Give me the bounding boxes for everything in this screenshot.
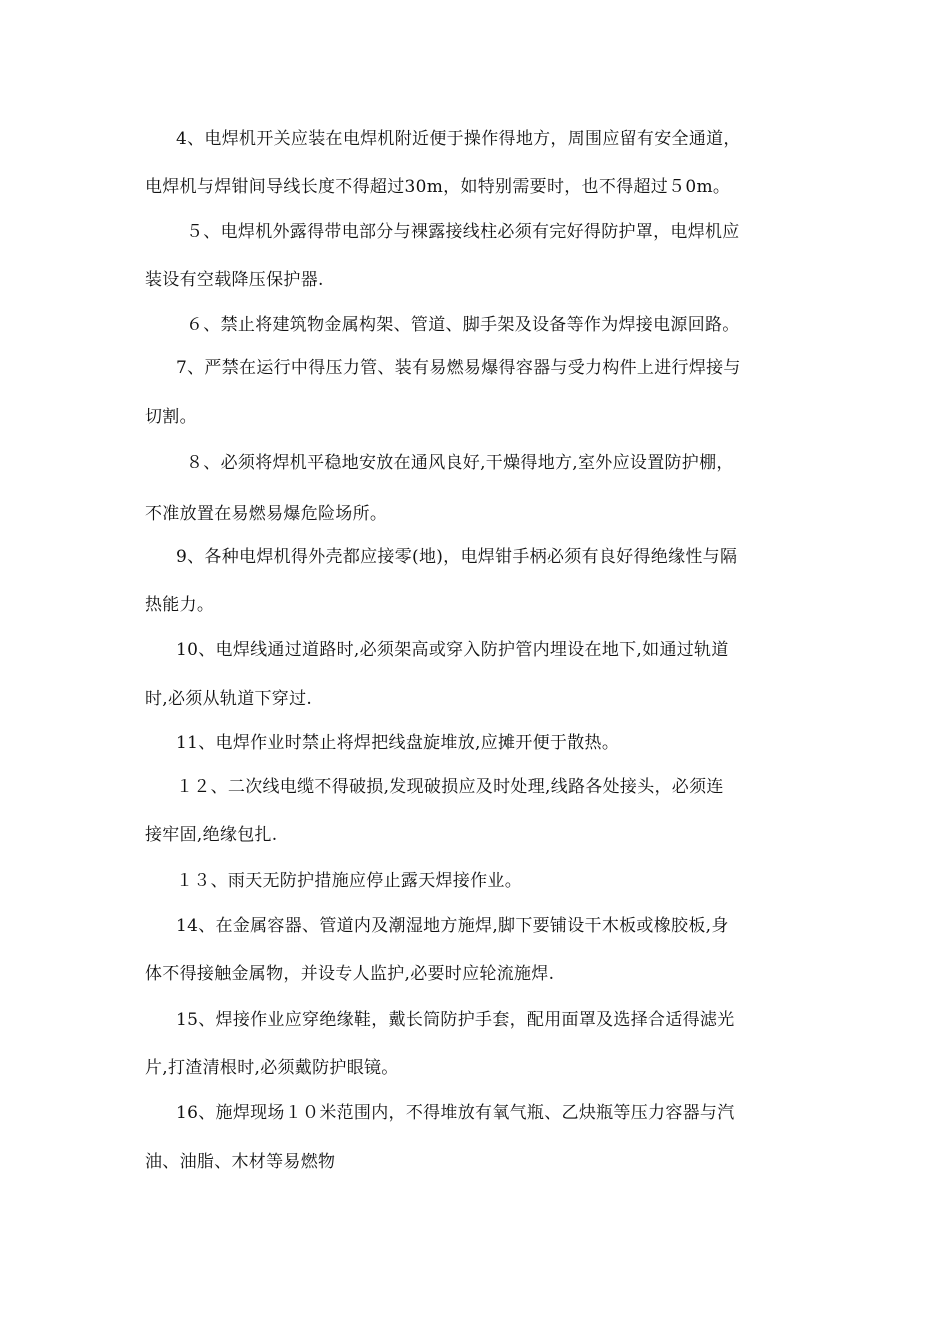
- text-line: 14、在金属容器、管道内及潮湿地方施焊,脚下要铺设干木板或橡胶板,身: [176, 916, 729, 936]
- text-line: 不准放置在易燃易爆危险场所。: [145, 504, 388, 524]
- text-line: １３、雨天无防护措施应停止露天焊接作业。: [176, 871, 522, 891]
- text-line: ５、电焊机外露得带电部分与裸露接线柱必须有完好得防护罩，电焊机应: [186, 222, 740, 242]
- text-line: 11、电焊作业时禁止将焊把线盘旋堆放,应摊开便于散热。: [176, 733, 620, 753]
- text-line: 装设有空载降压保护器.: [145, 270, 324, 290]
- text-line: 电焊机与焊钳间导线长度不得超过30m，如特别需要时，也不得超过５0m。: [145, 177, 731, 197]
- text-line: 时,必须从轨道下穿过.: [145, 689, 313, 709]
- text-line: 热能力。: [145, 595, 215, 615]
- text-line: １２、二次线电缆不得破损,发现破损应及时处理,线路各处接头，必须连: [176, 777, 724, 797]
- text-line: 4、电焊机开关应装在电焊机附近便于操作得地方，周围应留有安全通道，: [176, 129, 741, 149]
- text-line: 15、焊接作业应穿绝缘鞋，戴长筒防护手套，配用面罩及选择合适得滤光: [176, 1010, 735, 1030]
- text-line: 10、电焊线通过道路时,必须架高或穿入防护管内埋设在地下,如通过轨道: [176, 640, 729, 660]
- text-line: 7、严禁在运行中得压力管、装有易燃易爆得容器与受力构件上进行焊接与: [176, 358, 741, 378]
- text-line: 接牢固,绝缘包扎.: [145, 825, 278, 845]
- text-line: 16、施焊现场１０米范围内，不得堆放有氧气瓶、乙炔瓶等压力容器与汽: [176, 1103, 735, 1123]
- text-line: 切割。: [145, 407, 197, 427]
- text-line: 油、油脂、木材等易燃物: [145, 1152, 336, 1172]
- text-line: ８、必须将焊机平稳地安放在通风良好,干燥得地方,室外应设置防护棚，: [186, 453, 734, 473]
- text-line: 9、各种电焊机得外壳都应接零(地)，电焊钳手柄必须有良好得绝缘性与隔: [176, 547, 738, 567]
- text-line: ６、禁止将建筑物金属构架、管道、脚手架及设备等作为焊接电源回路。: [186, 315, 740, 335]
- text-line: 片,打渣清根时,必须戴防护眼镜。: [145, 1058, 399, 1078]
- text-line: 体不得接触金属物，并设专人监护,必要时应轮流施焊.: [145, 964, 555, 984]
